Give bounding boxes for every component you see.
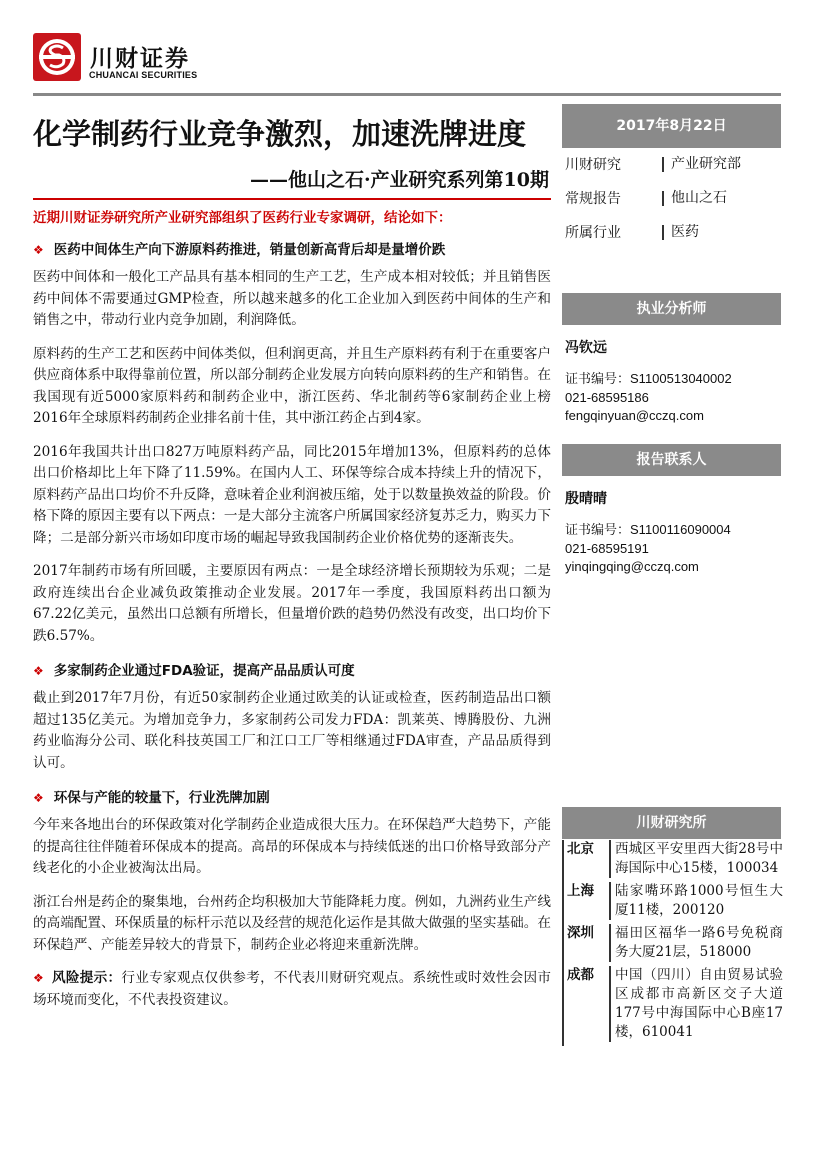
analyst-header: 执业分析师	[562, 293, 781, 325]
office-item: 成都 中国（四川）自由贸易试验区成都市高新区交子大道177号中海国际中心B座17楼，610041	[567, 967, 783, 1040]
contact-email[interactable]: yinqingqing@cczq.com	[565, 559, 699, 574]
diamond-bullet-icon: ❖	[33, 243, 44, 257]
meta-row: 所属行业 医药	[565, 224, 699, 241]
risk-warning	[33, 968, 551, 1011]
meta-row: 川财研究 产业研究部	[565, 156, 741, 173]
report-title: 化学制药行业竞争激烈，加速洗牌进度	[33, 117, 527, 151]
main-content	[33, 238, 551, 1011]
header-divider	[33, 93, 781, 96]
analyst-email[interactable]: fengqinyuan@cczq.com	[565, 408, 704, 423]
paragraph: 医药中间体和一般化工产品具有基本相同的生产工艺，生产成本相对较低；并且销售医药中间体不需要通过GMP检查，所以越来越多的化工企业加入到医药中间体的生产和销售之中，带动行业内竞争加剧，利润降低。	[33, 269, 551, 328]
section	[33, 238, 551, 647]
section	[33, 659, 551, 774]
contact-card	[562, 476, 781, 576]
paragraph: 浙江台州是药企的聚集地，台州药企均积极加大节能降耗力度。例如，九洲药业生产线的高端配置、环保质量的标杆示范以及经营的规范化运作是其做大做强的坚实基础。在环保趋严、产能差异较大的背景下，制药企业必将迎来重新洗牌。	[33, 893, 551, 953]
analyst-phone: 021-68595186	[565, 390, 649, 405]
section-heading: ❖ 多家制药企业通过FDA验证，提高产品品质认可度	[33, 663, 355, 679]
report-intro: 近期川财证券研究所产业研究部组织了医药行业专家调研，结论如下：	[33, 210, 452, 226]
contact-cert: 证书编号：S1100116090004	[565, 522, 731, 538]
diamond-bullet-icon: ❖	[33, 971, 45, 985]
contact-header: 报告联系人	[562, 444, 781, 476]
section	[33, 786, 551, 956]
brand-name-en: CHUANCAI SECURITIES	[89, 70, 198, 80]
section-heading: ❖ 医药中间体生产向下游原料药推进，销量创新高背后却是量增价跌	[33, 242, 446, 258]
diamond-bullet-icon: ❖	[33, 664, 44, 678]
analyst-name: 冯钦远	[565, 340, 607, 356]
brand-logo-icon	[33, 33, 81, 81]
report-date: 2017年8月22日	[562, 104, 781, 148]
section-heading: ❖ 环保与产能的较量下，行业洗牌加剧	[33, 790, 270, 806]
contact-name: 殷晴晴	[565, 491, 607, 507]
contact-phone: 021-68595191	[565, 541, 649, 556]
office-item: 深圳 福田区福华一路6号免税商务大厦21层，518000	[567, 925, 783, 960]
paragraph: 2017年制药市场有所回暖，主要原因有两点：一是全球经济增长预期较为乐观；二是政府连续出台企业减负政策推动企业发展。2017年一季度，我国原料药出口额为67.22亿美元，虽然出口总额有所增长，但量增价跌的趋势仍然没有改变，出口均价下跌6.57%。	[33, 563, 551, 644]
analyst-cert: 证书编号：S1100513040002	[565, 371, 732, 387]
sidebar	[562, 104, 781, 576]
paragraph: 今年来各地出台的环保政策对化学制药企业造成很大压力。在环保趋严大趋势下，产能的提高往往伴随着环保成本的提高。高昂的环保成本与持续低迷的出口价格导致部分产线老化的小企业被淘汰出局。	[33, 817, 551, 876]
risk-label: 风险提示：	[52, 970, 122, 986]
paragraph: 截止到2017年7月份，有近50家制药企业通过欧美的认证或检查，医药制造品出口额超过135亿美元。为增加竞争力，多家制药公司发力FDA：凯莱英、博腾股份、九洲药业临海分公司、联化科技英国工厂和江口工厂等相继通过FDA审查，产品品质得到认可。	[33, 690, 551, 771]
offices-header: 川财研究所	[562, 807, 781, 839]
offices-list	[562, 840, 783, 1046]
risk-text: 行业专家观点仅供参考，不代表川财研究观点。系统性或时效性会因市场环境而变化，不代表投资建议。	[33, 970, 552, 1008]
brand-name-cn: 川财证券	[90, 46, 190, 72]
diamond-bullet-icon: ❖	[33, 791, 44, 805]
title-divider	[33, 198, 551, 200]
report-subtitle: ——他山之石·产业研究系列第10期	[249, 169, 549, 191]
meta-row: 常规报告 他山之石	[565, 190, 727, 207]
analyst-card	[562, 325, 781, 425]
office-item: 北京 西城区平安里西大街28号中海国际中心15楼，100034	[567, 841, 783, 876]
paragraph: 2016年我国共计出口827万吨原料药产品，同比2015年增加13%，但原料药的总体出口价格却比上年下降了11.59%。在国内人工、环保等综合成本持续上升的情况下，原料药产品出口均价不升反降，意味着企业利润被压缩，处于以数量换效益的阶段。价格下降的原因主要有以下两点：一是大部分主流客户所属国家经济复苏乏力，购买力下降；二是部分新兴市场如印度市场的崛起导致我国制药企业价格优势的逐渐丧失。	[33, 443, 551, 546]
office-item: 上海 陆家嘴环路1000号恒生大厦11楼，200120	[567, 883, 783, 918]
paragraph: 原料药的生产工艺和医药中间体类似，但利润更高，并且生产原料药有利于在重要客户供应商体系中取得靠前位置，所以部分制药企业发展方向转向原料药的生产和销售。在我国现有近5000家原料药和制药企业中，浙江医药、华北制药等6家制药企业上榜2016年全球原料药制药企业排名前十佳，其中浙江药企占到4家。	[33, 345, 551, 426]
